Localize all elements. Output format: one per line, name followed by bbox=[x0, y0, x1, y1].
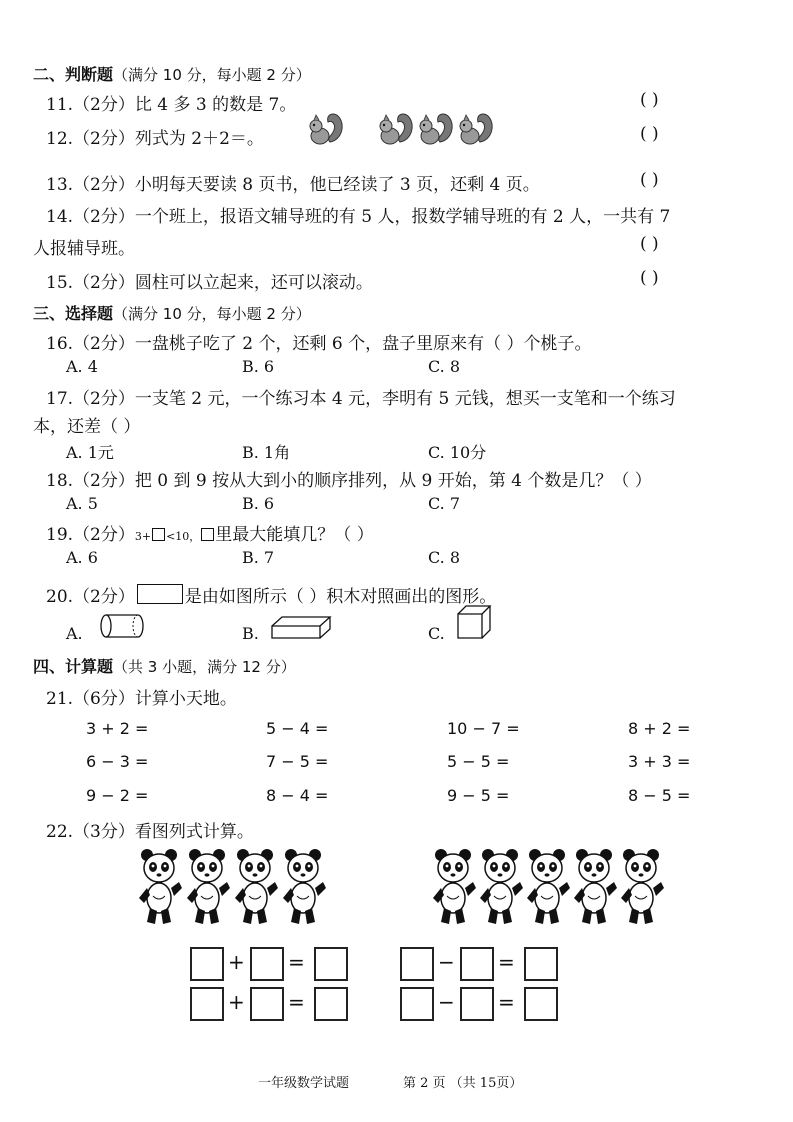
question-13: 13.（2分）小明每天要读 8 页书，他已经读了 3 页，还剩 4 页。 bbox=[46, 175, 540, 195]
q18-option-b[interactable]: B. 6 bbox=[242, 494, 275, 513]
answer-box[interactable] bbox=[250, 987, 284, 1021]
calc-item[interactable]: 3 + 3 = bbox=[628, 752, 691, 771]
answer-box[interactable] bbox=[460, 987, 494, 1021]
blank-square bbox=[201, 528, 214, 541]
question-21: 21.（6分）计算小天地。 bbox=[46, 689, 237, 709]
answer-paren-11[interactable]: ( ) bbox=[640, 90, 659, 110]
squirrel-illustration bbox=[300, 110, 510, 150]
q19-rest: 里最大能填几？（ ） bbox=[215, 525, 374, 545]
section-3-heading bbox=[33, 301, 311, 324]
blank-square bbox=[152, 528, 165, 541]
cylinder-icon bbox=[97, 612, 147, 642]
q19-option-c[interactable]: C. 8 bbox=[428, 548, 461, 567]
question-22: 22.（3分）看图列式计算。 bbox=[46, 822, 254, 842]
q16-option-a[interactable]: A. 4 bbox=[66, 357, 98, 376]
operator-sign: + bbox=[228, 990, 245, 1014]
q19-expr-b: <10， bbox=[166, 530, 201, 543]
q20-option-c[interactable]: C. bbox=[428, 624, 445, 643]
question-16: 16.（2分）一盘桃子吃了 2 个，还剩 6 个，盘子里原来有（ ）个桃子。 bbox=[46, 334, 592, 354]
footer-page: 第 2 页 （共 15页） bbox=[403, 1076, 523, 1091]
q17-option-a[interactable]: A. 1元 bbox=[66, 443, 114, 462]
section-4-title: 四、计算题 bbox=[33, 657, 114, 676]
q16-option-c[interactable]: C. 8 bbox=[428, 357, 461, 376]
squirrel-icon bbox=[460, 114, 492, 144]
answer-box[interactable] bbox=[524, 947, 558, 981]
panda-icon bbox=[283, 849, 326, 924]
equals-sign: = bbox=[498, 990, 515, 1014]
calc-item[interactable]: 9 − 5 = bbox=[447, 786, 510, 805]
answer-box[interactable] bbox=[250, 947, 284, 981]
answer-box[interactable] bbox=[400, 947, 434, 981]
equals-sign: = bbox=[288, 990, 305, 1014]
answer-box[interactable] bbox=[400, 987, 434, 1021]
q19-expr-a: 3+ bbox=[134, 530, 152, 543]
q17-option-b[interactable]: B. 1角 bbox=[242, 443, 291, 462]
panda-icon bbox=[235, 849, 278, 924]
panda-icon bbox=[139, 849, 182, 924]
squirrel-icon bbox=[420, 114, 452, 144]
section-4-note: （共 3 小题，满分 12 分） bbox=[113, 658, 296, 676]
operator-sign: + bbox=[228, 950, 245, 974]
q20-option-b[interactable]: B. bbox=[242, 624, 259, 643]
question-17-line1: 17.（2分）一支笔 2 元，一个练习本 4 元，李明有 5 元钱，想买一支笔和一个练习 bbox=[46, 389, 676, 409]
panda-icon bbox=[574, 849, 617, 924]
question-17-line2: 本，还差（ ） bbox=[33, 417, 141, 437]
question-14-line2: 人报辅导班。 bbox=[33, 239, 135, 259]
section-2-title: 二、判断题 bbox=[33, 65, 114, 84]
q19-option-b[interactable]: B. 7 bbox=[242, 548, 275, 567]
q19-option-a[interactable]: A. 6 bbox=[66, 548, 98, 567]
q18-option-c[interactable]: C. 7 bbox=[428, 494, 461, 513]
squirrel-figure bbox=[300, 110, 510, 150]
question-11: 11.（2分）比 4 多 3 的数是 7。 bbox=[46, 95, 297, 115]
q19-prefix: 19.（2分） bbox=[46, 525, 135, 545]
question-20 bbox=[46, 582, 496, 607]
answer-paren-13[interactable]: ( ) bbox=[640, 170, 659, 190]
panda-icon bbox=[621, 849, 664, 924]
operator-sign: − bbox=[438, 990, 455, 1014]
calc-item[interactable]: 5 − 5 = bbox=[447, 752, 510, 771]
section-3-note: （满分 10 分，每小题 2 分） bbox=[113, 305, 311, 323]
q18-option-a[interactable]: A. 5 bbox=[66, 494, 98, 513]
equals-sign: = bbox=[288, 950, 305, 974]
answer-box[interactable] bbox=[524, 987, 558, 1021]
question-18: 18.（2分）把 0 到 9 按从大到小的顺序排列，从 9 开始，第 4 个数是几？（ ） bbox=[46, 471, 652, 491]
section-2-note: （满分 10 分，每小题 2 分） bbox=[113, 66, 311, 84]
cuboid-icon bbox=[270, 612, 334, 642]
question-14-line1: 14.（2分）一个班上，报语文辅导班的有 5 人，报数学辅导班的有 2 人，一共有 7 bbox=[46, 207, 671, 227]
answer-box[interactable] bbox=[190, 987, 224, 1021]
calc-item[interactable]: 3 + 2 = bbox=[86, 719, 149, 738]
question-12: 12.（2分）列式为 2＋2＝。 bbox=[46, 129, 264, 149]
answer-box[interactable] bbox=[460, 947, 494, 981]
calc-item[interactable]: 8 − 5 = bbox=[628, 786, 691, 805]
answer-box[interactable] bbox=[314, 987, 348, 1021]
answer-paren-14[interactable]: ( ) bbox=[640, 234, 659, 254]
q17-option-c[interactable]: C. 10分 bbox=[428, 443, 487, 462]
equals-sign: = bbox=[498, 950, 515, 974]
calc-item[interactable]: 8 − 4 = bbox=[266, 786, 329, 805]
section-3-title: 三、选择题 bbox=[33, 304, 114, 323]
panda-icon bbox=[187, 849, 230, 924]
squirrel-icon bbox=[310, 114, 342, 144]
panda-icon bbox=[433, 849, 476, 924]
q20-prefix: 20.（2分） bbox=[46, 587, 135, 607]
panda-illustration bbox=[130, 848, 670, 930]
panda-icon bbox=[480, 849, 523, 924]
calc-item[interactable]: 10 − 7 = bbox=[447, 719, 520, 738]
q16-option-b[interactable]: B. 6 bbox=[242, 357, 275, 376]
calc-item[interactable]: 8 + 2 = bbox=[628, 719, 691, 738]
operator-sign: − bbox=[438, 950, 455, 974]
q20-rest: 是由如图所示（ ）积木对照画出的图形。 bbox=[184, 587, 497, 607]
footer-subject: 一年级数学试题 bbox=[258, 1076, 350, 1091]
answer-box[interactable] bbox=[190, 947, 224, 981]
q20-option-a[interactable]: A. bbox=[66, 624, 83, 643]
panda-icon bbox=[527, 849, 570, 924]
answer-paren-12[interactable]: ( ) bbox=[640, 124, 659, 144]
calc-item[interactable]: 7 − 5 = bbox=[266, 752, 329, 771]
calc-item[interactable]: 9 − 2 = bbox=[86, 786, 149, 805]
calc-item[interactable]: 5 − 4 = bbox=[266, 719, 329, 738]
cube-icon bbox=[456, 604, 496, 640]
squirrel-icon bbox=[380, 114, 412, 144]
rectangle-outline-icon bbox=[137, 584, 183, 604]
calc-item[interactable]: 6 − 3 = bbox=[86, 752, 149, 771]
question-15: 15.（2分）圆柱可以立起来，还可以滚动。 bbox=[46, 273, 373, 293]
answer-box[interactable] bbox=[314, 947, 348, 981]
section-2-heading bbox=[33, 62, 311, 85]
answer-paren-15[interactable]: ( ) bbox=[640, 268, 659, 288]
question-19 bbox=[46, 520, 374, 545]
section-4-heading bbox=[33, 654, 296, 677]
